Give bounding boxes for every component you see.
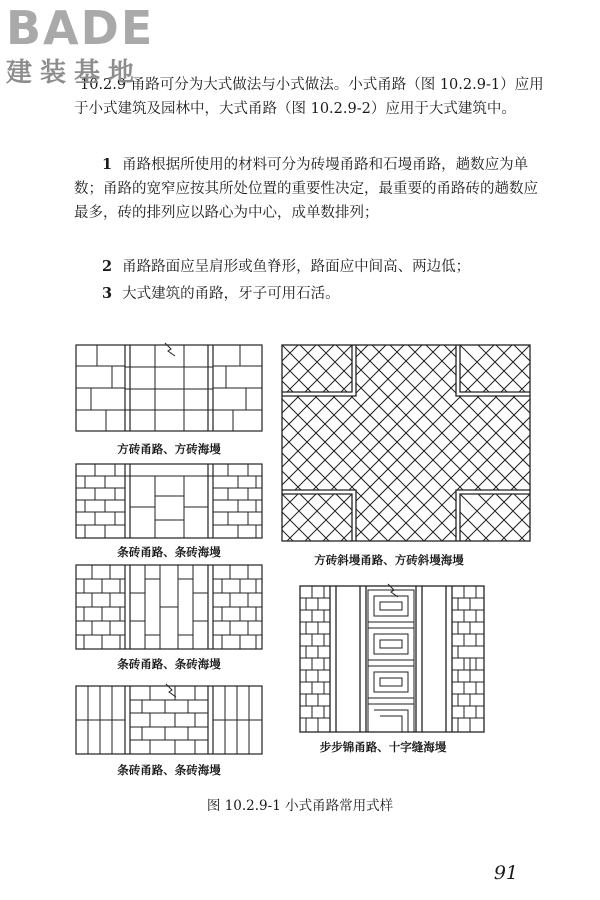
- watermark-brand: BADE: [6, 1, 155, 55]
- panel-caption: 方砖斜墁甬路、方砖斜墁海墁: [314, 553, 464, 567]
- item-number: 1: [102, 156, 113, 173]
- watermark-logo: [6, 2, 154, 88]
- section-intro: 10.2.9 甬路可分为大式做法与小式做法。小式甬路（图 10.2.9-1）应用于小式建筑及园林中，大式甬路（图 10.2.9-2）应用于大式建筑中。: [74, 77, 544, 117]
- panel-step-brocade: [300, 584, 484, 732]
- panel-stretcher-brick-2: [76, 565, 262, 649]
- panel-caption: 条砖甬路、条砖海墁: [117, 763, 221, 777]
- watermark-subtitle: 建装基地: [6, 58, 143, 88]
- panel-caption: 条砖甬路、条砖海墁: [117, 545, 221, 559]
- panel-stretcher-brick-1: [76, 464, 262, 538]
- figure-caption: 图 10.2.9-1 小式甬路常用式样: [206, 798, 394, 814]
- panel-caption: 步步锦甬路、十字缝海墁: [319, 740, 447, 754]
- panel-diagonal-square-brick: [282, 345, 530, 541]
- item-number: 3: [102, 285, 113, 302]
- panel-square-brick: [76, 343, 262, 431]
- page-number: 91: [493, 862, 518, 884]
- item-text: 甬路根据所使用的材料可分为砖墁甬路和石墁甬路，趟数应为单数；甬路的宽窄应按其所处位置的重要性决定，最重要的甬路砖的趟数应最多，砖的排列应以路心为中心，成单数排列；: [74, 157, 538, 221]
- panel-caption: 条砖甬路、条砖海墁: [117, 657, 221, 671]
- item-text: 甬路路面应呈肩形或鱼脊形，路面应中间高、两边低；: [122, 259, 471, 275]
- panel-stretcher-brick-3: [76, 684, 262, 754]
- item-number: 2: [102, 258, 113, 275]
- panel-caption: 方砖甬路、方砖海墁: [117, 442, 221, 456]
- item-text: 大式建筑的甬路，牙子可用石活。: [122, 286, 340, 302]
